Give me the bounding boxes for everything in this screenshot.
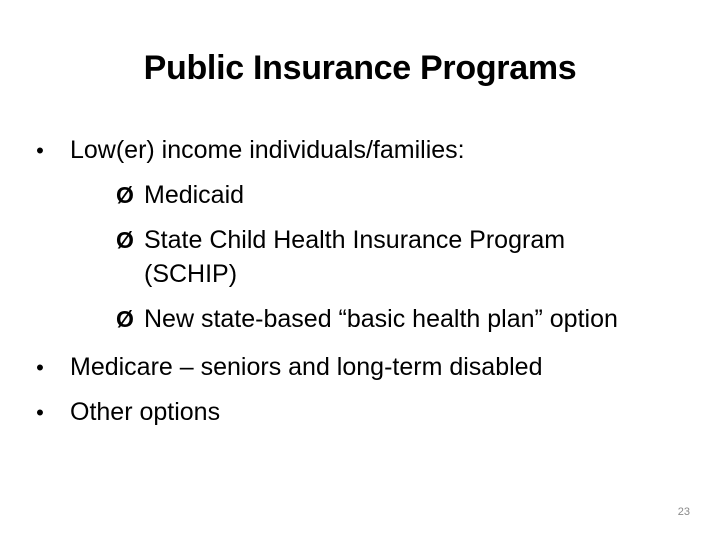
sub-bullet-text: Medicaid	[144, 181, 245, 209]
bullet-item	[28, 390, 708, 435]
bullet-dot-icon: •	[36, 355, 44, 380]
sub-bullet-text: New state-based “basic health plan” option	[144, 305, 618, 333]
bullet-dot-icon: •	[36, 400, 44, 425]
sub-bullet-item	[28, 173, 708, 218]
arrow-bullet-icon: Ø	[116, 306, 134, 332]
sub-bullet-item	[28, 297, 708, 345]
sub-bullet-continuation	[28, 257, 708, 297]
bullet-text: Medicare – seniors and long-term disabled	[70, 353, 543, 381]
sub-bullet-text: (SCHIP)	[144, 260, 238, 288]
arrow-bullet-icon: Ø	[116, 227, 134, 253]
bullet-item	[28, 128, 708, 173]
bullet-text: Other options	[70, 398, 221, 426]
bullet-item	[28, 345, 708, 390]
arrow-bullet-icon: Ø	[116, 182, 134, 208]
sub-bullet-text: State Child Health Insurance Program	[144, 226, 566, 254]
slide-title: Public Insurance Programs	[143, 49, 577, 87]
page-number: 23	[677, 506, 690, 518]
slide-body	[28, 128, 708, 435]
bullet-dot-icon: •	[36, 138, 44, 163]
bullet-text: Low(er) income individuals/families:	[70, 136, 465, 164]
